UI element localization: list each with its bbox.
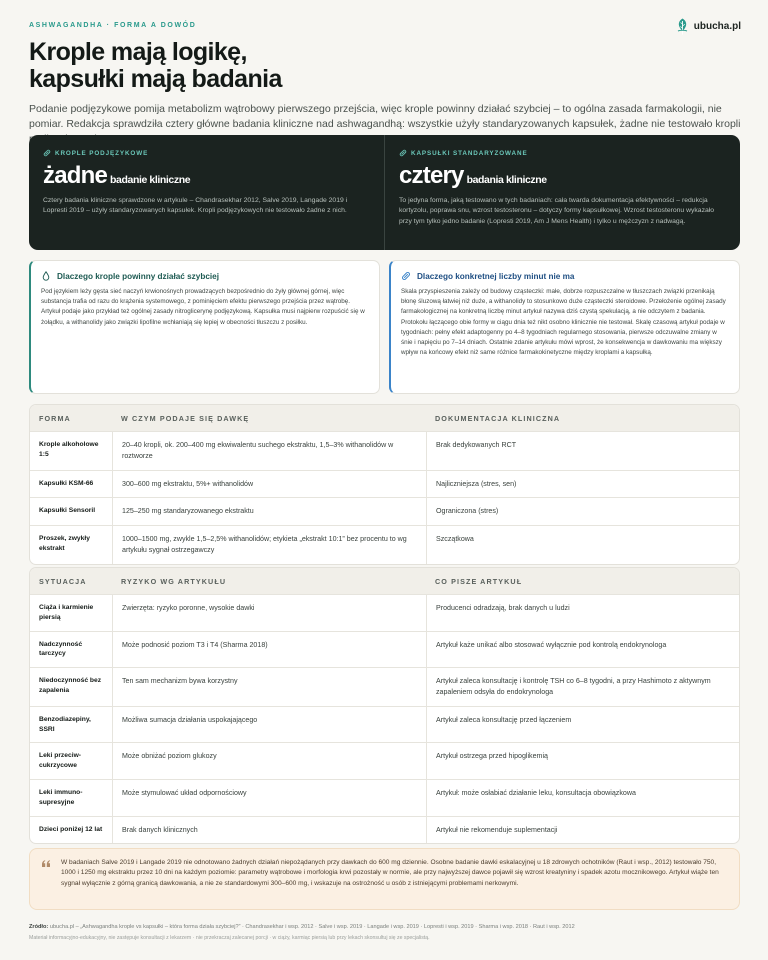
eyebrow: ASHWAGANDHA · FORMA A DOWÓD	[29, 22, 197, 29]
page-header	[29, 22, 741, 147]
table-row	[30, 706, 739, 743]
column-header: W CZYM PODAJE SIĘ DAWKĘ	[121, 413, 250, 423]
table-cell: Może obniżać poziom glukozy	[112, 743, 426, 779]
table-row	[30, 431, 739, 470]
table-cell: Artykuł zaleca konsultację przed łączeniem	[426, 707, 739, 743]
card-title	[401, 271, 729, 281]
capsules-label-text: KAPSUŁKI STANDARYZOWANE	[411, 149, 528, 157]
table-row	[30, 497, 739, 525]
table-cell: Brak danych klinicznych	[112, 817, 426, 844]
card-no-minutes	[389, 260, 740, 394]
row-label: Dzieci poniżej 12 lat	[39, 825, 103, 833]
row-label: Proszek, zwykły ekstrakt	[39, 535, 90, 552]
drops-label-text: KROPLE PODJĘZYKOWE	[55, 149, 149, 157]
leaf-logo-icon	[675, 18, 690, 35]
table-cell: Artykuł: może osłabiać działanie leku, konsultacja obowiązkowa	[426, 780, 739, 816]
table-row	[30, 631, 739, 668]
table-cell: Zwierzęta: ryzyko poronne, wysokie dawki	[112, 595, 426, 631]
column-header: CO PISZE ARTYKUŁ	[435, 576, 523, 586]
brand-name: ubucha.pl	[693, 21, 741, 32]
quote-icon	[41, 859, 51, 869]
row-label: Krople alkoholowe 1:5	[39, 441, 99, 458]
card-title-text: Dlaczego krople powinny działać szybciej	[57, 271, 219, 281]
source-text: ubucha.pl – „Ashwagandha krople vs kapsułki – która forma działa szybciej?” · Chandrasekhar i wsp. 2012 · Salve i wsp. 2019 · Langade i wsp. 2019 · Lopresti i wsp. 2019 · Sharma i wsp. 2018 · Raut i wsp. 2012	[49, 924, 575, 930]
row-label: Kapsułki Sensoril	[39, 507, 96, 515]
capsules-label	[399, 149, 726, 157]
source-line	[29, 924, 741, 930]
table-cell: 1000–1500 mg, zwykle 1,5–2,5% withanolidów; etykieta „ekstrakt 10:1” bez procentu to wg artykułu sygnał ostrzegawczy	[112, 526, 426, 564]
column-header: SYTUACJA	[39, 576, 87, 586]
source-label: Źródło:	[29, 924, 49, 930]
column-header: DOKUMENTACJA KLINICZNA	[435, 413, 561, 423]
card-body: Skala przyspieszenia zależy od budowy cząsteczki: małe, dobrze rozpuszczalne w tłuszczach związki przenikają błonę śluzową łatwiej niż duże, a withanolidy to stosunkowo duże cząsteczki steroidowe. Przełożenie ogólnej zasady farmakologicznej na konkretną liczbę minut artykuł nazywa dziś czystą spekulacją, a nie odczytem z badania. Protokołu łączącego obie formy w ciągu dnia też nikt osobno klinicznie nie testował. Skalę czasową artykuł podaje w tygodniach: pełny efekt adaptogenny po 4–8 tygodniach regularnego stosowania, pierwsze odczuwalne zmiany w śnie i napięciu po 7–14 dniach. Ostatnie zdanie artykułu mówi wprost, że konsekwencja w dawkowaniu ma większy wpływ na końcowy efekt niż same różnice farmakokinetyczne między kroplami a kapsułką.	[401, 288, 726, 357]
table-cell: Producenci odradzają, brak danych u ludzi	[426, 595, 739, 631]
column-header: RYZYKO WG ARTYKUŁU	[121, 576, 227, 586]
drops-headline	[43, 162, 370, 190]
card-body: Pod językiem leży gęsta sieć naczyń krwionośnych prowadzących bezpośrednio do żyły głównej górnej, więc substancja trafia od razu do krążenia systemowego, z pominięciem efektu pierwszego przejścia przez wątrobę. Artykuł podaje jako przykład też ogólnej zasady nitroglicerynę podjęzykową. Kapsułka musi najpierw rozpuścić się w żołądku, a withanolidy jako związki lipofilne wchłaniają się lepiej w obecności tłuszczu z posiłku.	[41, 288, 365, 326]
safety-note	[29, 848, 740, 910]
table-cell: 125–250 mg standaryzowanego ekstraktu	[112, 498, 426, 525]
table-cell: 20–40 kropli, ok. 200–400 mg ekwiwalentu suchego ekstraktu, 1,5–3% withanolidów w roztworze	[112, 432, 426, 470]
column-header: FORMA	[39, 413, 71, 423]
drops-label	[43, 149, 370, 157]
table-cell: Najliczniejsza (stres, sen)	[426, 471, 739, 498]
table-header	[30, 568, 739, 594]
row-label: Leki immuno-supresyjne	[39, 788, 83, 806]
table-cell: Brak dedykowanych RCT	[426, 432, 739, 470]
table-cell: Możliwa sumacja działania uspokajającego	[112, 707, 426, 743]
capsules-column	[384, 135, 740, 250]
drops-big-word: żadne	[43, 162, 108, 189]
drops-big-suffix: badanie kliniczne	[110, 174, 191, 186]
note-text: W badaniach Salve 2019 i Langade 2019 nie odnotowano żadnych działań niepożądanych przy dawkach do 600 mg dziennie. Osobne badanie dawki eskalacyjnej u 18 zdrowych ochotników (Raut i wsp., 2012) testowało 750, 1000 i 1250 mg ekstraktu przez 10 dni na każdym poziomie: parametry wątrobowe i morfologia krwi pozostały w normie, ale przy najwyższej dawce pojawił się wzrost kreatyniny i spadek azotu mocznikowego. Artykuł wiąże ten sygnał wyłącznie z górną granicą dawkowania, a nie ze standardowymi 300–600 mg, i wskazuje na ostrożność u osób z istniejącymi problemami nerkowymi.	[61, 859, 719, 887]
row-label: Kapsułki KSM-66	[39, 479, 94, 487]
table-row	[30, 779, 739, 816]
pill-icon	[401, 271, 411, 281]
row-label: Niedoczynność bez zapalenia	[39, 677, 102, 694]
table-cell: Ograniczona (stres)	[426, 498, 739, 525]
row-label: Leki przeciw-cukrzycowe	[39, 752, 81, 770]
title-line-2: kapsułki mają badania	[29, 65, 282, 93]
row-label: Benzodiazepiny, SSRI	[39, 715, 91, 733]
disclaimer: Materiał informacyjno-edukacyjny, nie zastępuje konsultacji z lekarzem · nie przekraczaj zalecanej porcji · w ciąży, karmiąc piersią lub przy lekach skonsultuj się ze specjalistą.	[29, 935, 430, 941]
table-row	[30, 742, 739, 779]
forms-comparison-panel	[29, 135, 740, 250]
page-title	[29, 39, 741, 93]
table-row	[30, 667, 739, 706]
capsules-description: To jedyna forma, jaką testowano w tych badaniach: cała twarda dokumentacja efektywności – redukcja kortyzolu, poprawa snu, wzrost testosteronu – dotyczy formy kapsułkowej. Wzrost testosteronu wykazało przy tym tylko jedno badanie (Lopresti 2019, Am J Mens Health) i tylko u mężczyzn z nadwagą.	[399, 197, 715, 225]
table-cell: Artykuł każe unikać albo stosować wyłącznie pod kontrolą endokrynologa	[426, 632, 739, 668]
risks-table	[29, 567, 740, 844]
title-line-1: Krople mają logikę,	[29, 38, 247, 66]
drops-column	[29, 135, 384, 250]
table-cell: Ten sam mechanizm bywa korzystny	[112, 668, 426, 706]
table-cell: 300–600 mg ekstraktu, 5%+ withanolidów	[112, 471, 426, 498]
drops-description: Cztery badania kliniczne sprawdzone w artykule – Chandrasekhar 2012, Salve 2019, Langade 2019 i Lopresti 2019 – użyły standaryzowanych kapsułek. Kropli podjęzykowych nie testowało żadne z nich.	[43, 197, 348, 215]
pill-icon	[43, 149, 51, 157]
table-cell: Szczątkowa	[426, 526, 739, 564]
explanation-cards	[29, 260, 740, 394]
table-row	[30, 525, 739, 564]
row-label: Nadczynność tarczycy	[39, 640, 83, 658]
drop-icon	[41, 271, 51, 281]
lead-paragraph: Podanie podjęzykowe pomija metabolizm wątrobowy pierwszego przejścia, więc krople powinny działać szybciej – to ogólna zasada farmakologii, nie pomiar. Redakcja sprawdziła cztery główne badania kliniczne nad ashwagandhą: wszystkie użyły standaryzowanych kapsułek, żadne nie testowało kropli	[29, 103, 741, 130]
table-cell: Artykuł nie rekomenduje suplementacji	[426, 817, 739, 844]
capsules-big-suffix: badania kliniczne	[466, 174, 547, 186]
card-title	[41, 271, 369, 281]
table-cell: Artykuł zaleca konsultację i kontrolę TSH co 6–8 tygodni, a przy Hashimoto z aktywnym zapaleniem odsyła do endokrynologa	[426, 668, 739, 706]
capsules-big-word: cztery	[399, 162, 464, 189]
forms-table	[29, 404, 740, 565]
table-row	[30, 470, 739, 498]
row-label: Ciąża i karmienie piersią	[39, 604, 94, 621]
table-cell: Może stymulować układ odpornościowy	[112, 780, 426, 816]
table-header	[30, 405, 739, 431]
capsules-headline	[399, 162, 726, 190]
table-cell: Może podnosić poziom T3 i T4 (Sharma 2018)	[112, 632, 426, 668]
pill-icon	[399, 149, 407, 157]
page-footer	[29, 924, 741, 941]
table-row	[30, 594, 739, 631]
table-row	[30, 816, 739, 844]
card-drops-faster	[29, 260, 380, 394]
brand-link[interactable]	[675, 18, 741, 35]
card-title-text: Dlaczego konkretnej liczby minut nie ma	[417, 271, 575, 281]
table-cell: Artykuł ostrzega przed hipoglikemią	[426, 743, 739, 779]
